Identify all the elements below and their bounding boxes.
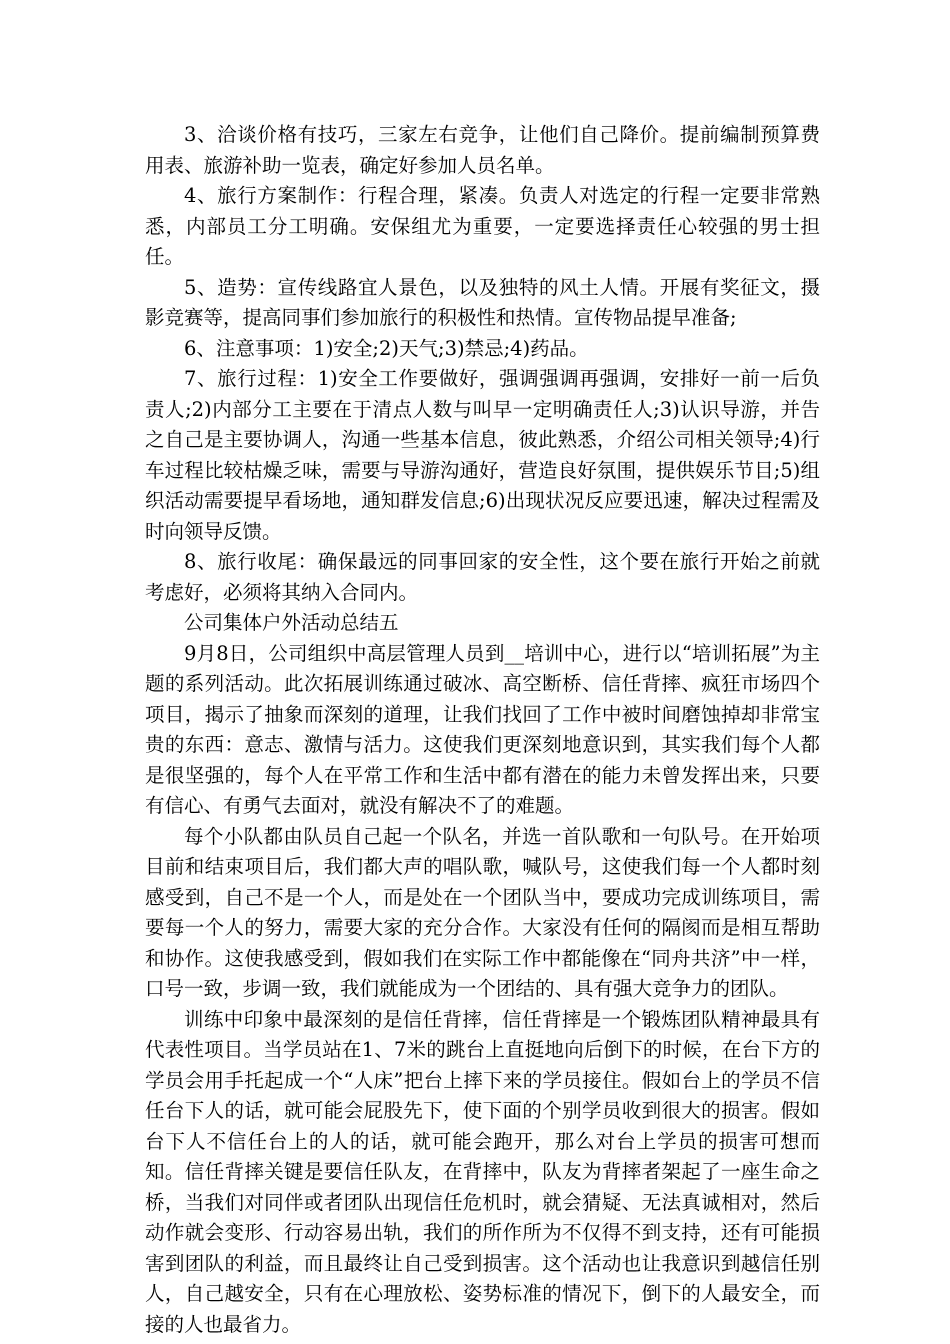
paragraph-team-spirit: 每个小队都由队员自己起一个队名，并选一首队歌和一句队号。在开始项目前和结束项目后，我们都大声的唱队歌，喊队号，这使我们每一个人都时刻感受到，自己不是一个人，而是处在一个团队当中，要成功完成训练项目，需要每一个人的努力，需要大家的充分合作。大家没有任何的隔阂而是相互帮助和协作。这使我感受到，假如我们在实际工作中都能像在“同舟共济”中一样，口号一致，步调一致，我们就能成为一个团结的、具有强大竞争力的团队。 [145, 824, 820, 1000]
paragraph-promotion: 5、造势：宣传线路宜人景色，以及独特的风土人情。开展有奖征文，摄影竞赛等，提高同事们参加旅行的积极性和热情。宣传物品提早准备; [145, 275, 820, 329]
section-heading: 公司集体户外活动总结五 [184, 611, 399, 634]
document-page [145, 120, 820, 1340]
paragraph-travel-plan: 4、旅行方案制作：行程合理，紧凑。负责人对选定的行程一定要非常熟悉，内部员工分工明确。安保组尤为重要，一定要选择责任心较强的男士担任。 [145, 184, 820, 268]
paragraph-price-negotiation: 3、洽谈价格有技巧，三家左右竞争，让他们自己降价。提前编制预算费用表、旅游补助一览表，确定好参加人员名单。 [145, 123, 820, 177]
paragraph-travel-wrapup: 8、旅行收尾：确保最远的同事回家的安全性，这个要在旅行开始之前就考虑好，必须将其纳入合同内。 [145, 550, 820, 604]
paragraph-travel-process: 7、旅行过程：1)安全工作要做好，强调强调再强调，安排好一前一后负责人;2)内部分工主要在于清点人数与叫早一定明确责任人;3)认识导游，并告之自己是主要协调人，沟通一些基本信息，彼此熟悉，介绍公司相关领导;4)行车过程比较枯燥乏味，需要与导游沟通好，营造良好氛围，提供娱乐节目;5)组织活动需要提早看场地，通知群发信息;6)出现状况反应要迅速，解决过程需及时向领导反馈。 [145, 367, 820, 543]
paragraph-trust-fall: 训练中印象中最深刻的是信任背摔，信任背摔是一个锻炼团队精神最具有代表性项目。当学员站在1、7米的跳台上直挺地向后倒下的时候，在台下方的学员会用手托起成一个“人床”把台上摔下来的学员接住。假如台上的学员不信任台下人的话，就可能会屁股先下，使下面的个别学员收到很大的损害。假如台下人不信任台上的人的话，就可能会跑开，那么对台上学员的损害可想而知。信任背摔关键是要信任队友，在背摔中，队友为背摔者架起了一座生命之桥，当我们对同伴或者团队出现信任危机时，就会猜疑、无法真诚相对，然后动作就会变形、行动容易出轨，我们的所作所为不仅得不到支持，还有可能损害到团队的利益，而且最终让自己受到损害。这个活动也让我意识到越信任别人，自己越安全，只有在心理放松、姿势标准的情况下，倒下的人最安全，而接的人也最省力。 [145, 1007, 820, 1336]
paragraph-precautions: 6、注意事项：1)安全;2)天气;3)禁忌;4)药品。 [184, 336, 589, 360]
paragraph-training-intro: 9月8日，公司组织中高层管理人员到__培训中心，进行以“培训拓展”为主题的系列活动。此次拓展训练通过破冰、高空断桥、信任背摔、疯狂市场四个项目，揭示了抽象而深刻的道理，让我们找回了工作中被时间磨蚀掉却非常宝贵的东西：意志、激情与活力。这使我们更深刻地意识到，其实我们每个人都是很坚强的，每个人在平常工作和生活中都有潜在的能力未曾发挥出来，只要有信心、有勇气去面对，就没有解决不了的难题。 [145, 641, 820, 817]
